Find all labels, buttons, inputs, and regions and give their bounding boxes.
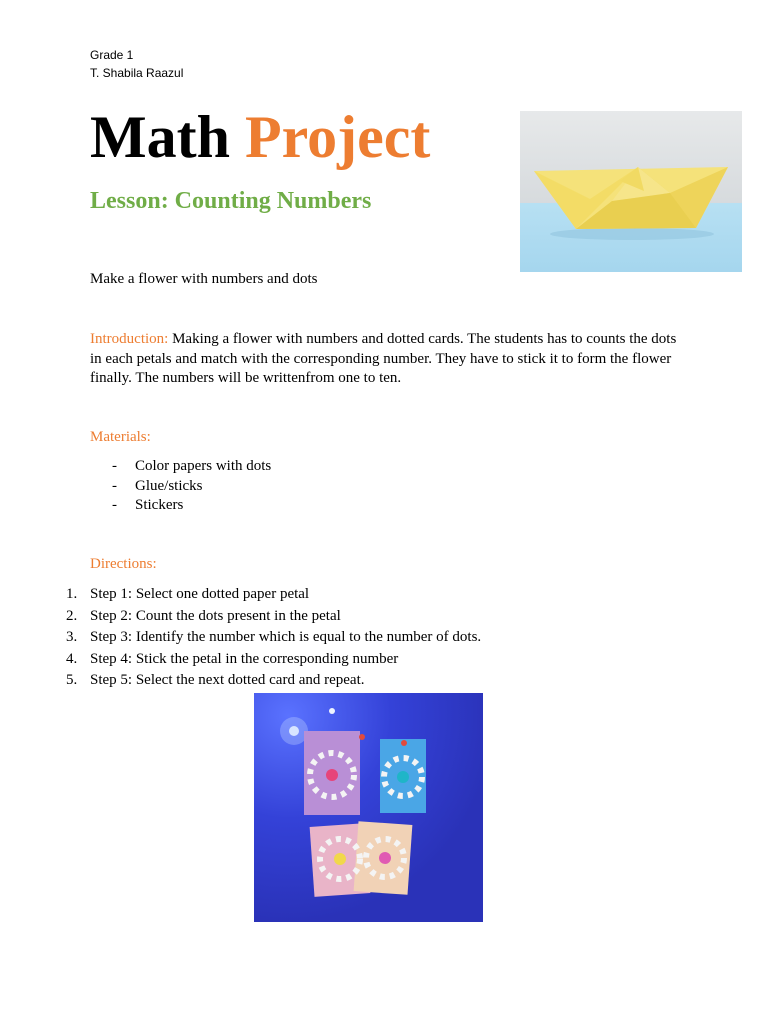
list-bullet: - [112,458,117,474]
flower-craft-photo [254,693,483,922]
step-number: 5. [66,672,78,689]
teacher-name: T. Shabila Raazul [90,66,184,80]
step-text: Step 4: Stick the petal in the corresponding number [90,650,399,667]
list-bullet: - [112,477,117,494]
list-item [66,584,481,606]
materials-list [112,457,271,516]
list-item [112,496,271,516]
directions-heading: Directions: [90,556,157,572]
step-number: 4. [66,650,78,667]
step-number: 2. [66,607,78,624]
step-text: Step 1: Select one dotted paper petal [90,586,310,602]
list-item [112,477,271,497]
material-text: Stickers [135,497,184,513]
materials-heading: Materials: [90,429,151,445]
introduction-text: Making a flower with numbers and dotted cards. The students has to counts the dots in each petals and match with the corresponding number. They have to stick it to form the flower finally. The numbers will be writtenfrom one to ten. [90,331,677,386]
list-item [66,606,481,628]
list-item [66,649,481,671]
lesson-subtitle: Lesson: Counting Numbers [90,188,372,214]
project-tagline: Make a flower with numbers and dots [90,271,318,287]
title-word-math: Math [90,104,230,170]
grade-label: Grade 1 [90,48,134,62]
step-number: 1. [66,586,78,602]
material-text: Glue/sticks [135,477,203,494]
list-item [66,670,481,692]
step-number: 3. [66,629,78,646]
directions-list [66,584,481,692]
list-item [66,627,481,649]
paper-boat-image [520,111,742,272]
list-bullet: - [112,497,117,513]
list-item [112,457,271,477]
step-text: Step 5: Select the next dotted card and repeat. [90,672,365,689]
introduction-label: Introduction: [90,331,169,347]
page-title [90,101,430,173]
step-text: Step 2: Count the dots present in the petal [90,607,341,624]
title-word-project: Project [244,104,431,170]
material-text: Color papers with dots [135,458,272,474]
step-text: Step 3: Identify the number which is equal to the number of dots. [90,629,482,646]
introduction-paragraph [90,330,680,389]
